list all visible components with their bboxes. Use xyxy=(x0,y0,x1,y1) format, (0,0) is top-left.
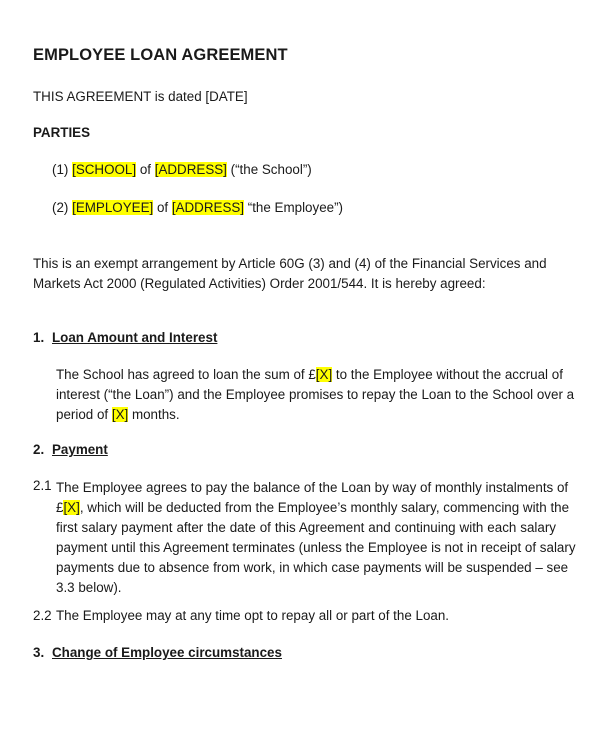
date-prefix: THIS AGREEMENT is dated xyxy=(33,89,206,104)
party-1-number: (1) xyxy=(52,162,69,177)
party-2-of: of xyxy=(153,200,172,215)
clause-2-1-line-4: payment until this Agreement terminates (unless the Employee is not in receipt of salary xyxy=(56,540,576,555)
instalment-placeholder: [X] xyxy=(63,500,80,515)
clause-2-1-paragraph xyxy=(56,478,576,598)
party-1-address: [ADDRESS] xyxy=(154,162,227,177)
date-placeholder: [DATE] xyxy=(205,89,248,104)
section-2-number: 2. xyxy=(33,442,45,457)
party-2 xyxy=(52,200,343,215)
party-1-name: [SCHOOL] xyxy=(72,162,137,177)
clause-2-1-line-1: The Employee agrees to pay the balance of the Loan by way of monthly instalments of xyxy=(56,480,569,495)
agreement-date-line xyxy=(33,89,248,104)
clause-2-1-number: 2.1 xyxy=(33,478,52,493)
section-1-number: 1. xyxy=(33,330,45,345)
clause-2-1-line-3: first salary payment after the date of this Agreement and continuing with each salary xyxy=(56,520,556,535)
party-1 xyxy=(52,162,312,177)
intro-paragraph xyxy=(33,254,547,294)
party-1-role: (“the School”) xyxy=(226,162,312,177)
section-3-number: 3. xyxy=(33,645,45,660)
party-2-role: “the Employee”) xyxy=(244,200,344,215)
clause-2-1-line-5: payments due to absence from work, in which case payments will be suspended – see xyxy=(56,560,569,575)
section-1-line-1: The School has agreed to loan the sum of £[X] to the Employee without the accrual of xyxy=(56,367,563,382)
clause-2-1-line-6: 3.3 below). xyxy=(56,580,122,595)
loan-months-placeholder: [X] xyxy=(111,407,129,422)
clause-2-1-line-2: £[X], which will be deducted from the Employee’s monthly salary, commencing with the xyxy=(56,500,570,515)
section-2-heading: Payment xyxy=(52,442,108,457)
section-1-line-3: period of [X] months. xyxy=(56,407,180,422)
party-1-of: of xyxy=(136,162,155,177)
section-1-heading: Loan Amount and Interest xyxy=(52,330,218,345)
clause-2-2-number: 2.2 xyxy=(33,608,52,623)
party-2-name: [EMPLOYEE] xyxy=(72,200,154,215)
section-1-paragraph xyxy=(56,365,575,425)
loan-amount-placeholder: [X] xyxy=(315,367,333,382)
section-3-heading: Change of Employee circumstances xyxy=(52,645,282,660)
clause-2-2-text: The Employee may at any time opt to repay all or part of the Loan. xyxy=(56,608,450,623)
intro-line-2: Markets Act 2000 (Regulated Activities) Order 2001/544. It is hereby agreed: xyxy=(33,276,486,291)
party-2-address: [ADDRESS] xyxy=(171,200,245,215)
section-1-line-2: interest (“the Loan”) and the Employee promises to repay the Loan to the School over a xyxy=(56,387,575,402)
party-2-number: (2) xyxy=(52,200,69,215)
intro-line-1: This is an exempt arrangement by Article 60G (3) and (4) of the Financial Services and xyxy=(33,256,547,271)
document-title: EMPLOYEE LOAN AGREEMENT xyxy=(33,46,288,64)
parties-heading: PARTIES xyxy=(33,125,91,140)
